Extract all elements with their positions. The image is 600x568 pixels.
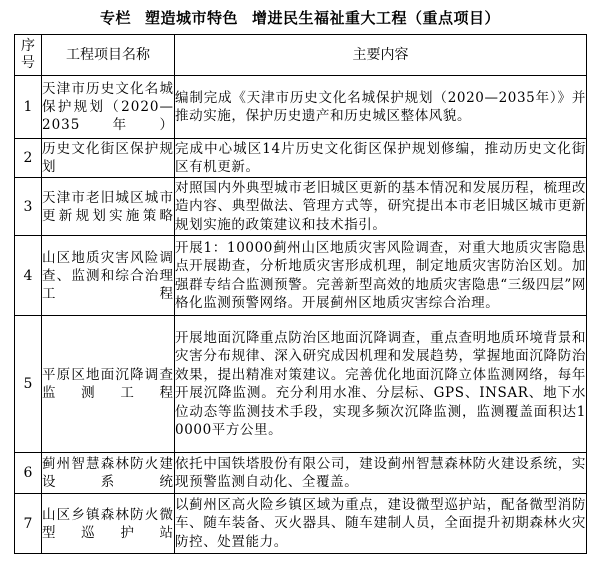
table-row	[15, 76, 587, 139]
row-project-name: 历史文化街区保护规划	[42, 139, 175, 178]
row-seq: 2	[15, 139, 42, 178]
row-seq: 3	[15, 178, 42, 236]
table-header-row	[15, 35, 587, 76]
row-main-content: 以蓟州区高火险乡镇区域为重点，建设微型巡护站，配备微型消防车、随车装备、灭火器具、随车建制人员，全面提升初期森林火灾防控、处置能力。	[175, 494, 587, 554]
row-project-name: 天津市历史文化名城保护规划（2020—2035年）	[42, 76, 175, 139]
row-main-content: 完成中心城区14片历史文化街区保护规划修编，推动历史文化街区有机更新。	[175, 139, 587, 178]
column-title	[0, 6, 600, 30]
table-row	[15, 494, 587, 554]
table-row	[15, 453, 587, 494]
title-theme: 塑造城市特色	[144, 9, 238, 27]
row-main-content: 开展1：10000蓟州山区地质灾害风险调查，对重大地质灾害隐患点开展勘查，分析地质灾害形成机理，制定地质灾害防治区划。加强群专结合监测预警。完善新型高效的地质灾害隐患“三级四层”网格化监测预警网络。开展蓟州区地质灾害综合治理。	[175, 236, 587, 316]
row-project-name: 平原区地面沉降调查监测工程	[42, 316, 175, 453]
header-seq: 序号	[15, 35, 42, 76]
header-name: 工程项目名称	[42, 35, 175, 76]
table-row	[15, 139, 587, 178]
table-row	[15, 178, 587, 236]
row-main-content: 编制完成《天津市历史文化名城保护规划（2020—2035年）》并推动实施，保护历史遗产和历史城区整体风貌。	[175, 76, 587, 139]
row-seq: 6	[15, 453, 42, 494]
row-project-name: 天津市老旧城区城市更新规划实施策略	[42, 178, 175, 236]
header-content: 主要内容	[175, 35, 587, 76]
table-row	[15, 316, 587, 453]
title-projects: 增进民生福祉重大工程（重点项目）	[252, 9, 501, 27]
row-seq: 4	[15, 236, 42, 316]
table-row	[15, 236, 587, 316]
projects-table	[14, 34, 587, 554]
title-column-label: 专栏	[99, 9, 131, 27]
row-project-name: 山区乡镇森林防火微型巡护站	[42, 494, 175, 554]
row-seq: 1	[15, 76, 42, 139]
row-project-name: 山区地质灾害风险调查、监测和综合治理工程	[42, 236, 175, 316]
row-main-content: 对照国内外典型城市老旧城区更新的基本情况和发展历程，梳理改造内容、典型做法、管理方式等，研究提出本市老旧城区城市更新规划实施的政策建议和技术指引。	[175, 178, 587, 236]
row-main-content: 开展地面沉降重点防治区地面沉降调查，重点查明地质环境背景和灾害分布规律、深入研究成因机理和发展趋势，掌握地面沉降防治效果，提出精准对策建议。完善优化地面沉降立体监测网络，每年开展沉降监测。充分利用水准、分层标、GPS、INSAR、地下水位动态等监测技术手段，实现多频次沉降监测，监测覆盖面积达10000平方公里。	[175, 316, 587, 453]
row-project-name: 蓟州智慧森林防火建设系统	[42, 453, 175, 494]
row-main-content: 依托中国铁塔股份有限公司，建设蓟州智慧森林防火建设系统，实现预警监测自动化、全覆盖。	[175, 453, 587, 494]
row-seq: 7	[15, 494, 42, 554]
row-seq: 5	[15, 316, 42, 453]
